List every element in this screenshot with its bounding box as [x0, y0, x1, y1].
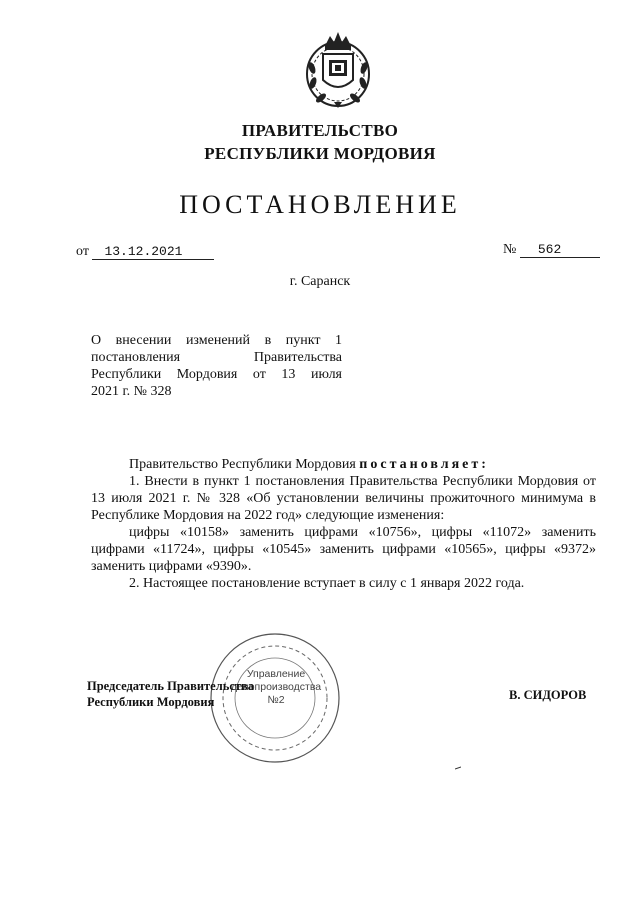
date-line	[76, 244, 214, 260]
subject-line: постановления Правительства	[91, 350, 342, 365]
resolves-keyword: постановляет:	[359, 457, 489, 472]
ink-mark	[455, 766, 461, 770]
date-value: 13.12.2021	[92, 244, 214, 260]
signatory-title-line2: Республики Мордовия	[87, 695, 215, 709]
signatory-title	[87, 678, 254, 710]
number-line	[503, 242, 600, 258]
city: г. Саранск	[289, 274, 351, 289]
government-title-line2: РЕСПУБЛИКИ МОРДОВИЯ	[204, 144, 436, 163]
intro-paragraph	[91, 456, 596, 473]
stamp-line: Управление	[246, 668, 306, 680]
document-body	[91, 456, 596, 592]
coat-of-arms-emblem-icon	[303, 28, 373, 110]
date-prefix: от	[76, 244, 89, 259]
intro-text: Правительство Республики Мордовия	[129, 457, 360, 472]
clause-1-changes: цифры «10158» заменить цифрами «10756», цифры «11072» заменить цифрами «11724», цифры «10545» заменить цифрами «10565», цифры «9372» заменить цифрами «9390».	[91, 525, 596, 574]
document-subject	[91, 332, 342, 400]
number-prefix: №	[503, 242, 517, 257]
subject-line: О внесении изменений в пункт 1	[91, 333, 342, 348]
clause-2: 2. Настоящее постановление вступает в силу с 1 января 2022 года.	[129, 576, 525, 591]
signatory-name: В. СИДОРОВ	[509, 688, 587, 702]
subject-line: 2021 г. № 328	[91, 384, 172, 399]
government-title-line1: ПРАВИТЕЛЬСТВО	[241, 121, 399, 140]
signatory-title-line1: Председатель Правительства	[87, 679, 255, 693]
stamp-line: №2	[267, 694, 285, 706]
clause-1: 1. Внести в пункт 1 постановления Правительства Республики Мордовия от 13 июля 2021 г. № 328 «Об установлении величины прожиточного минимума в Республике Мордовия на 2022 год» следующие изменения:	[91, 474, 596, 523]
document-number: 562	[520, 242, 600, 258]
subject-line: Республики Мордовия от 13 июля	[91, 367, 342, 382]
stamp-line: делопроизводства	[230, 681, 322, 693]
document-type-title: ПОСТАНОВЛЕНИЕ	[179, 190, 461, 219]
